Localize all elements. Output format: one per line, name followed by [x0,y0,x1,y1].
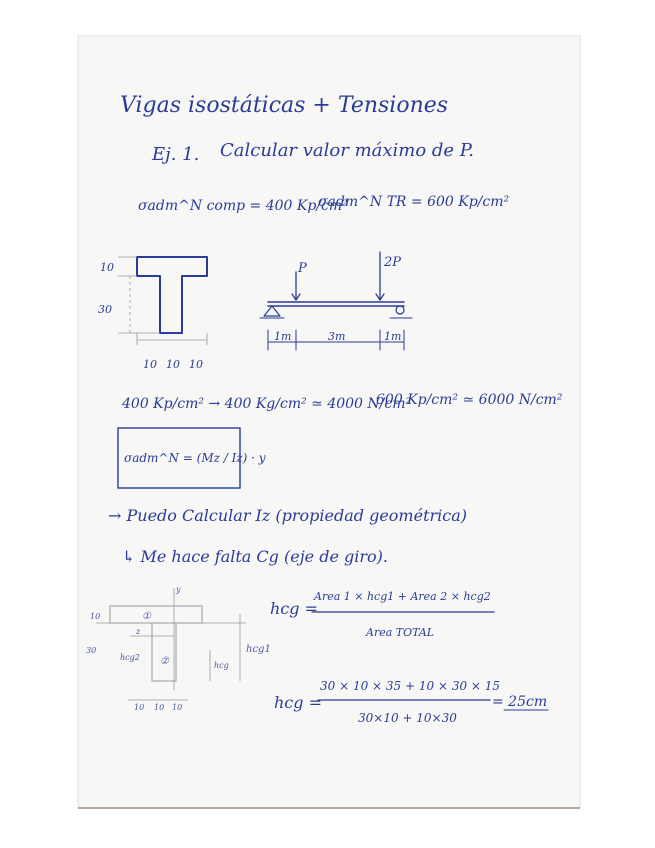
t-dim-top: 10 [100,261,114,274]
conversion-right: 600 Kp/cm² ≃ 6000 N/cm² [376,392,563,408]
cg-result-lhs: hcg = [274,693,322,712]
small-area-2: ② [160,656,169,667]
note-calc-iz: → Puedo Calcular Iz (propiedad geométrica) [108,506,468,525]
small-area-1: ① [142,611,151,622]
t-dim-bottom-3: 10 [189,358,203,371]
t-dim-bottom-2: 10 [166,358,180,371]
allowable-compression: σadm^N comp = 400 Kp/cm² [138,198,348,214]
small-z-label: z [136,627,141,636]
small-y-label: y [176,585,181,594]
small-dim-top: 10 [90,612,101,621]
note-need-cg: ↳ Me hace falta Cg (eje de giro). [122,547,388,566]
cg-formula-numerator: Area 1 × hcg1 + Area 2 × hcg2 [314,590,491,603]
cg-result-numerator: 30 × 10 × 35 + 10 × 30 × 15 [320,679,501,693]
allowable-tension: σadm^N TR = 600 Kp/cm² [318,194,510,210]
cg-formula-lhs: hcg = [270,599,318,618]
small-hcg2: hcg2 [120,653,140,662]
small-dim-bottom-2: 10 [154,703,165,712]
exercise-statement: Calcular valor máximo de P. [220,140,474,161]
beam-load-right: 2P [384,255,402,270]
cg-result-denominator: 30×10 + 10×30 [358,711,457,725]
exercise-label: Ej. 1. [152,144,200,165]
cg-result-value: = 25cm [492,694,548,710]
beam-span-3: 1m [384,330,402,343]
formula-box-text: σadm^N = (Mz / Iz) · y [124,451,266,465]
small-dim-bottom-3: 10 [172,703,183,712]
small-dim-bottom-1: 10 [134,703,145,712]
beam-span-2: 3m [328,330,346,343]
conversion-left: 400 Kp/cm² → 400 Kg/cm² ≃ 4000 N/cm² [122,396,412,412]
beam-span-1: 1m [274,330,292,343]
page-title: Vigas isostáticas + Tensiones [120,93,449,118]
cg-formula-denominator: Area TOTAL [366,626,435,639]
small-hcg1: hcg1 [246,644,271,655]
t-dim-bottom-1: 10 [143,358,157,371]
small-hcg: hcg [214,661,229,670]
small-dim-web: 30 [86,646,97,655]
t-dim-web: 30 [98,303,112,316]
beam-load-left: P [298,261,307,276]
